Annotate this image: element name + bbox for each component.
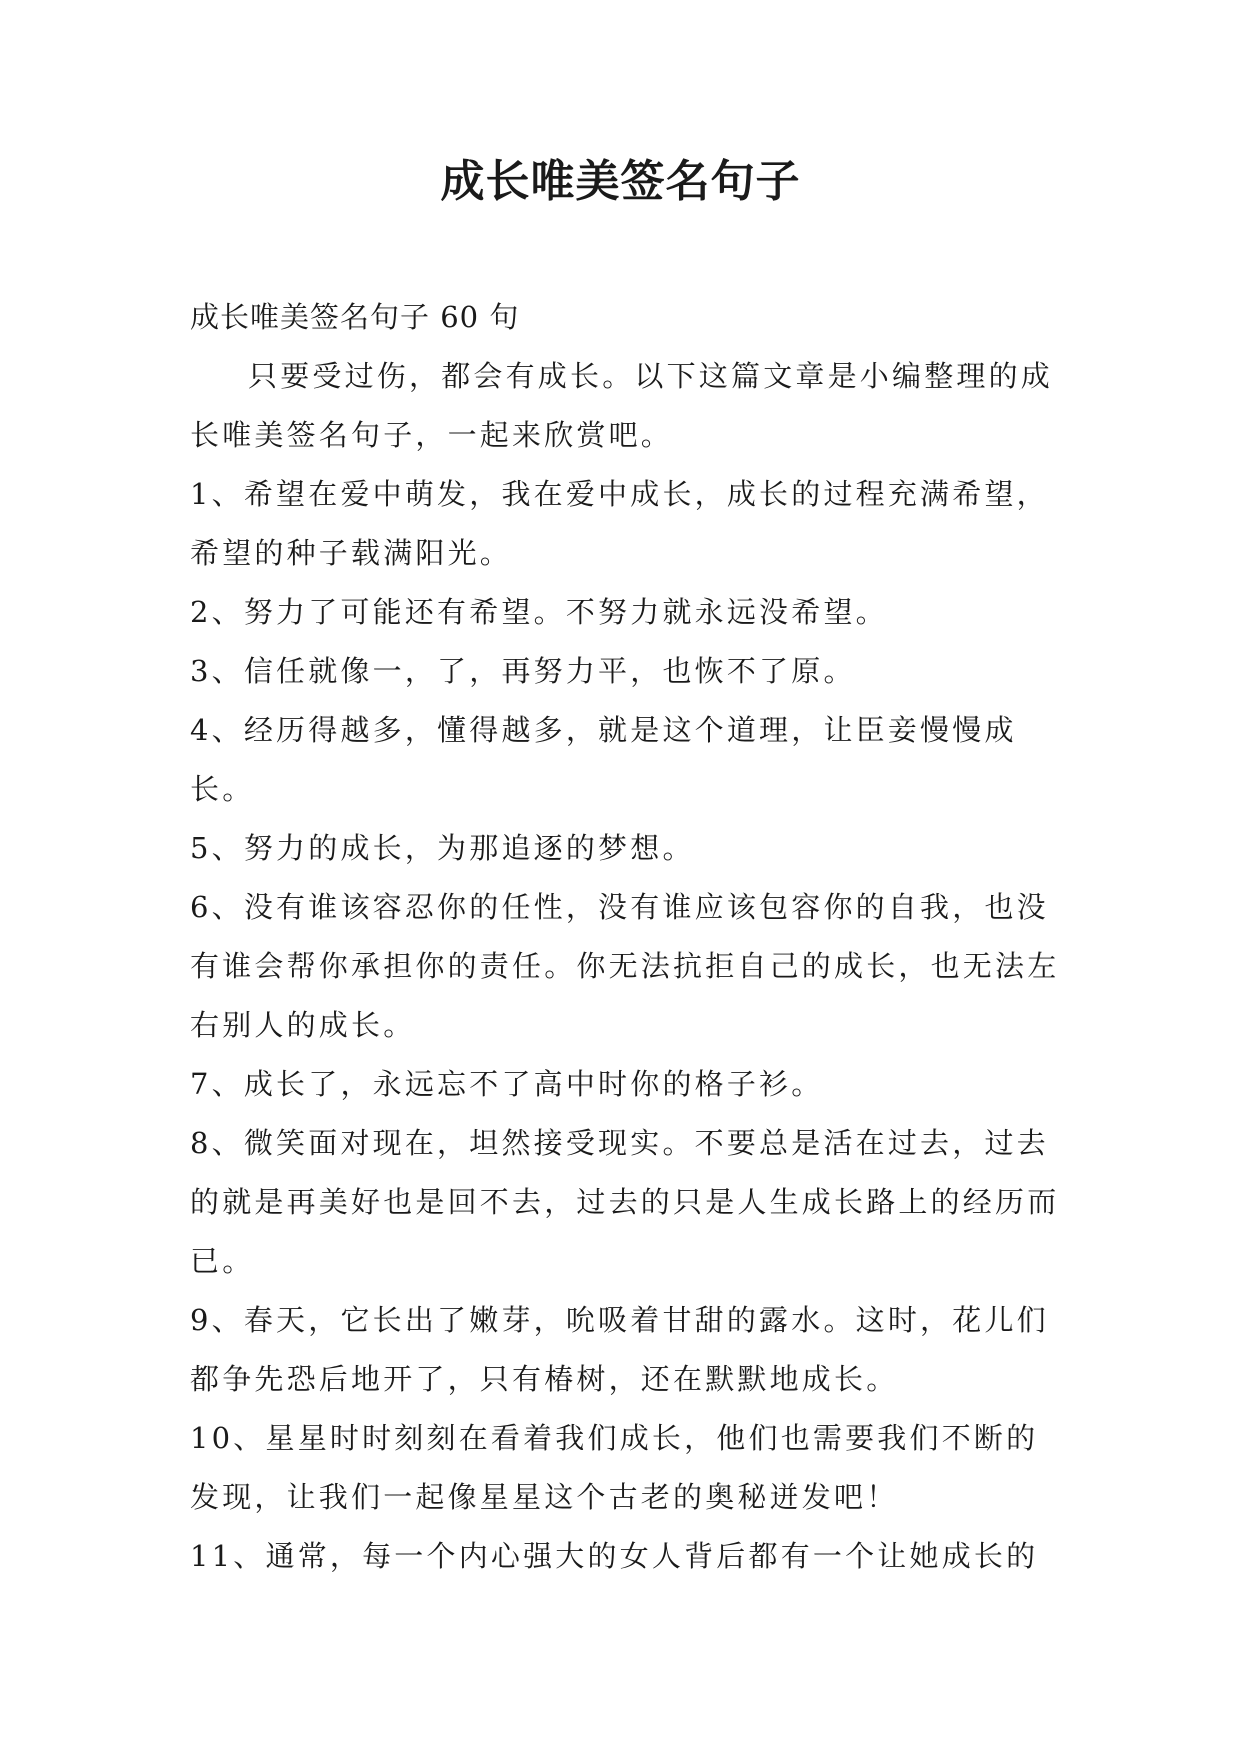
document-subtitle: 成长唯美签名句子 60 句 xyxy=(190,300,520,334)
list-item: 6、没有谁该容忍你的任性，没有谁应该包容你的自我，也没有谁会帮你承担你的责任。你无法抗拒自己的成长，也无法左右别人的成长。 xyxy=(190,890,1060,1042)
list-item: 9、春天，它长出了嫩芽，吮吸着甘甜的露水。这时，花儿们都争先恐后地开了，只有椿树，还在默默地成长。 xyxy=(190,1303,1049,1396)
intro-paragraph: 只要受过伤，都会有成长。以下这篇文章是小编整理的成长唯美签名句子，一起来欣赏吧。 xyxy=(190,359,1054,452)
list-item: 7、成长了，永远忘不了高中时你的格子衫。 xyxy=(190,1067,824,1101)
list-item: 1、希望在爱中萌发，我在爱中成长，成长的过程充满希望，希望的种子载满阳光。 xyxy=(190,477,1049,570)
document-body xyxy=(190,288,1070,1586)
list-item: 8、微笑面对现在，坦然接受现实。不要总是活在过去，过去的就是再美好也是回不去，过去的只是人生成长路上的经历而已。 xyxy=(190,1126,1060,1278)
document-title: 成长唯美签名句子 xyxy=(440,156,801,207)
list-item: 10、星星时时刻刻在看着我们成长，他们也需要我们不断的发现，让我们一起像星星这个古老的奥秘迸发吧！ xyxy=(190,1421,1039,1514)
list-item: 4、经历得越多，懂得越多，就是这个道理，让臣妾慢慢成长。 xyxy=(190,713,1017,806)
list-item: 5、努力的成长，为那追逐的梦想。 xyxy=(190,831,695,865)
list-item: 2、努力了可能还有希望。不努力就永远没希望。 xyxy=(190,595,888,629)
list-item: 3、信任就像一，了，再努力平，也恢不了原。 xyxy=(190,654,856,688)
list-item: 11、通常，每一个内心强大的女人背后都有一个让她成长的 xyxy=(190,1539,1039,1573)
